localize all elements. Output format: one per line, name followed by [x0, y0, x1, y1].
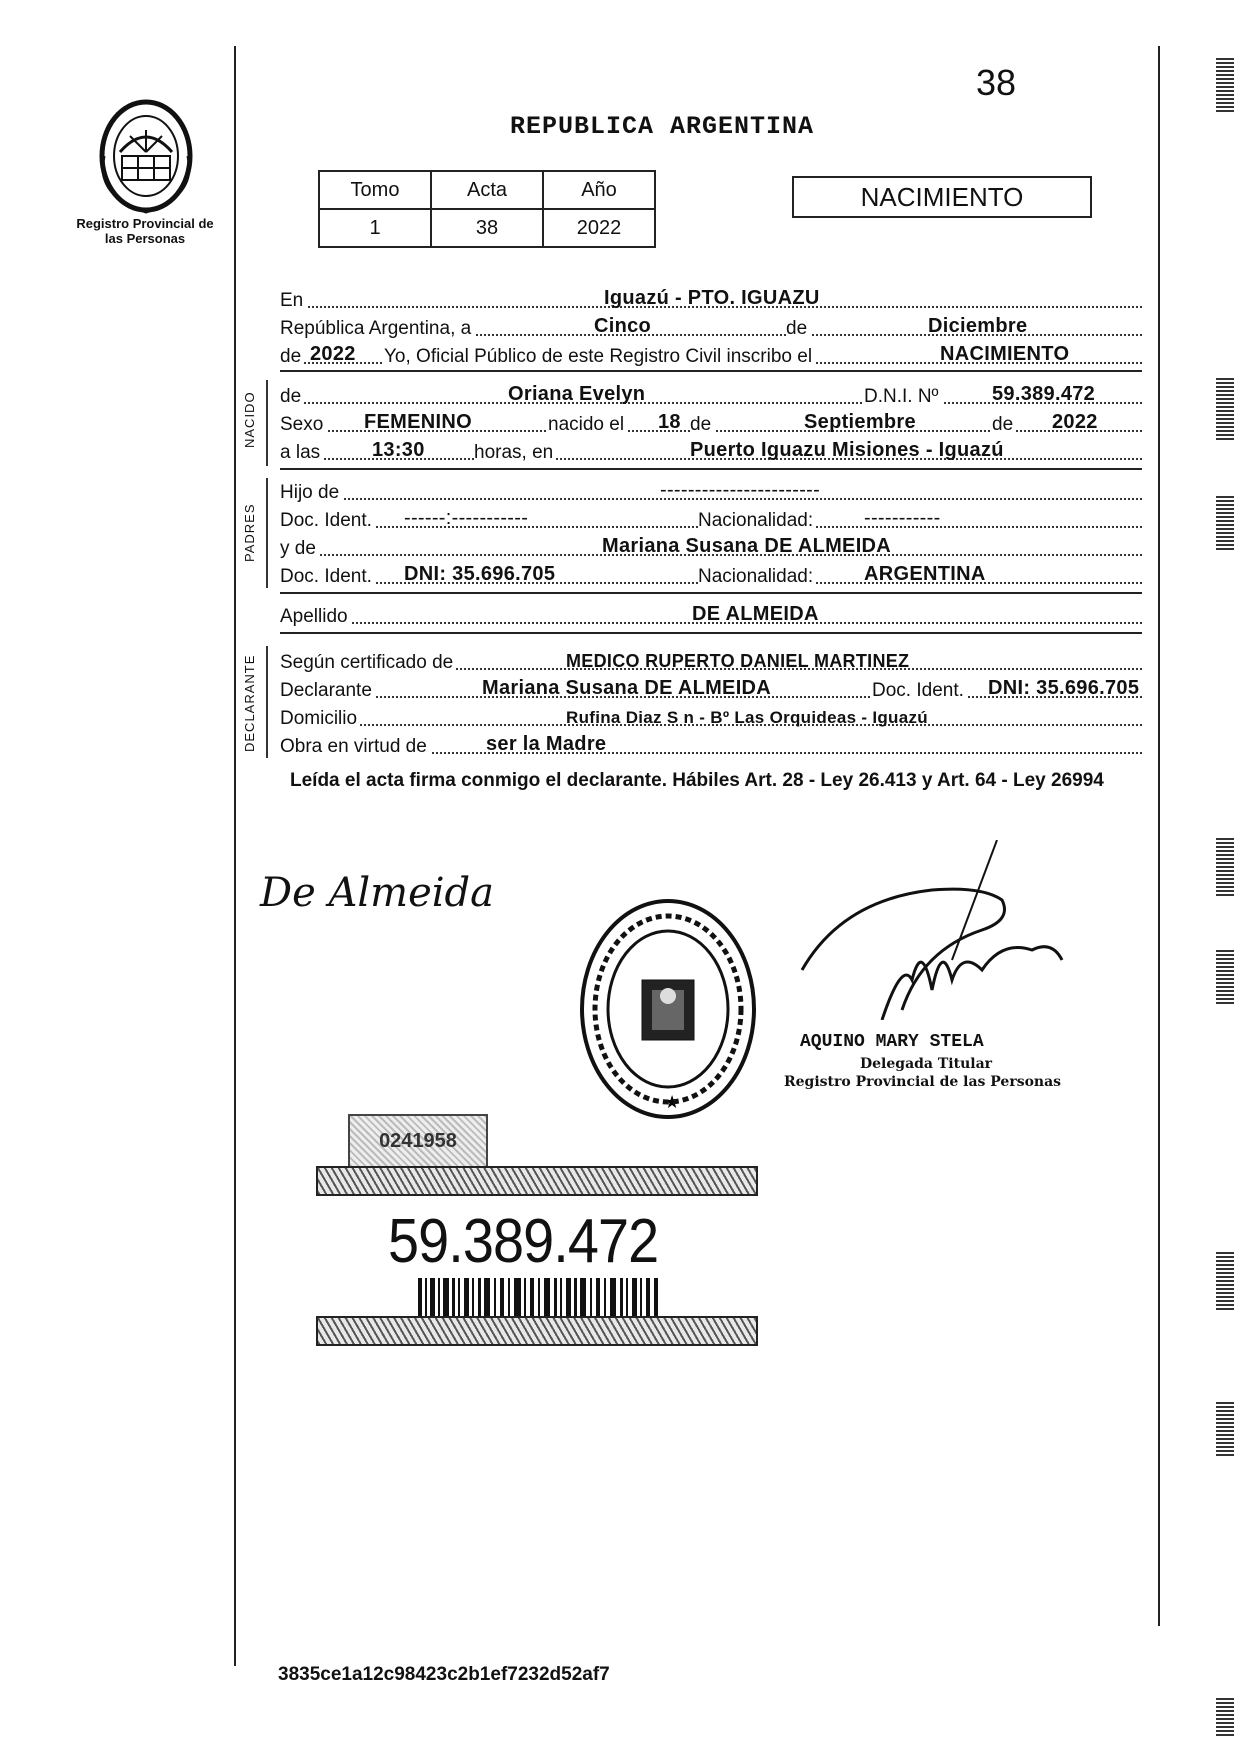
birth-year: 2022	[1052, 411, 1098, 433]
padres-section-label: PADRES	[242, 503, 257, 562]
birth-place: Puerto Iguazu Misiones - Iguazú	[690, 439, 1004, 461]
binding-mark	[1216, 56, 1234, 112]
mother-doc: DNI: 35.696.705	[404, 563, 556, 585]
mother-row: y de Mariana Susana DE ALMEIDA	[280, 534, 1142, 562]
record-type-box: NACIMIENTO	[792, 176, 1092, 218]
child-dni: 59.389.472	[992, 383, 1096, 405]
security-band-bottom	[316, 1316, 758, 1346]
republica-label: República Argentina, a	[280, 318, 474, 340]
de-label: de	[786, 318, 810, 340]
certificate-value: MEDICO RUPERTO DANIEL MARTINEZ	[566, 651, 910, 671]
inscribo-row: de 2022 Yo, Oficial Público de este Registro Civil inscribo el NACIMIENTO	[280, 342, 1142, 370]
official-name: AQUINO MARY STELA	[800, 1032, 984, 1052]
binding-mark	[1216, 1400, 1234, 1456]
binding-mark	[1216, 1696, 1234, 1736]
father-doc-row: Doc. Ident. ------:----------- Nacionalidad: -----------	[280, 506, 1142, 534]
child-name: Oriana Evelyn	[508, 383, 646, 405]
birth-day: 18	[658, 411, 681, 433]
capacity-row: Obra en virtud de ser la Madre	[280, 732, 1142, 760]
binding-mark	[1216, 376, 1234, 440]
binding-mark	[1216, 836, 1234, 896]
time-place-row: a las 13:30 horas, en Puerto Iguazu Misiones - Iguazú	[280, 438, 1142, 466]
document-hash: 3835ce1a12c98423c2b1ef7232d52af7	[278, 1664, 610, 1685]
surname-row: Apellido DE ALMEIDA	[280, 602, 1142, 630]
right-margin-line	[1158, 46, 1160, 1626]
anio-value: 2022	[543, 209, 655, 247]
place-value: Iguazú - PTO. IGUAZU	[604, 287, 820, 309]
page-number: 38	[975, 62, 1016, 103]
acta-value: 38	[431, 209, 543, 247]
declarant-doc: DNI: 35.696.705	[988, 677, 1140, 699]
official-seal	[578, 896, 758, 1122]
act-value: NACIMIENTO	[940, 343, 1070, 365]
en-label: En	[280, 290, 306, 312]
sex-value: FEMENINO	[364, 411, 472, 433]
binding-mark	[1216, 494, 1234, 550]
month-value: Diciembre	[928, 315, 1028, 337]
mother-doc-row: Doc. Ident. DNI: 35.696.705 Nacionalidad: ARGENTINA	[280, 562, 1142, 590]
birth-row: Sexo FEMENINO nacido el 18 de Septiembre de 2022	[280, 410, 1142, 438]
birth-month: Septiembre	[804, 411, 916, 433]
tomo-header: Tomo	[319, 171, 431, 209]
declarant-name: Mariana Susana DE ALMEIDA	[482, 677, 772, 699]
svg-text:★: ★	[664, 1092, 681, 1113]
place-row	[280, 286, 1142, 314]
surname-value: DE ALMEIDA	[692, 603, 819, 625]
reference-table	[318, 170, 656, 248]
separator	[280, 370, 1142, 372]
capacity-value: ser la Madre	[486, 733, 607, 755]
provincial-emblem-logo	[86, 96, 206, 216]
address-value: Rufina Diaz S n - Bº Las Orquideas - Iguazú	[566, 708, 928, 727]
father-nationality: -----------	[864, 507, 941, 529]
binding-mark	[1216, 950, 1234, 1004]
birth-time: 13:30	[372, 439, 425, 461]
father-name: -----------------------	[660, 479, 821, 501]
closing-statement: Leída el acta firma conmigo el declarante. Hábiles Art. 28 - Ley 26.413 y Art. 64 - Ley 26994	[290, 770, 1104, 791]
mother-nationality: ARGENTINA	[864, 563, 986, 585]
anio-header: Año	[543, 171, 655, 209]
year-value: 2022	[310, 343, 356, 365]
name-row: de Oriana Evelyn D.N.I. Nº 59.389.472	[280, 382, 1142, 410]
document-title: REPUBLICA ARGENTINA	[510, 112, 815, 141]
day-value: Cinco	[594, 315, 652, 337]
tomo-value: 1	[319, 209, 431, 247]
father-row: Hijo de -----------------------	[280, 478, 1142, 506]
official-org: Registro Provincial de las Personas	[784, 1074, 1062, 1090]
declarant-row: Declarante Mariana Susana DE ALMEIDA Doc. Ident. DNI: 35.696.705	[280, 676, 1142, 704]
certificate-row: Según certificado de MEDICO RUPERTO DANIEL MARTINEZ	[280, 648, 1142, 676]
inscribo-label: Yo, Oficial Público de este Registro Civil inscribo el	[384, 346, 815, 368]
address-row: Domicilio Rufina Diaz S n - Bº Las Orquideas - Iguazú	[280, 704, 1142, 732]
security-stamp: 0241958	[348, 1114, 488, 1168]
declarant-signature: De Almeida	[260, 870, 494, 916]
declarante-section-label: DECLARANTE	[242, 654, 257, 752]
father-doc: ------:-----------	[404, 507, 529, 529]
nacido-section-label: NACIDO	[242, 391, 257, 448]
security-band-top	[316, 1166, 758, 1196]
acta-header: Acta	[431, 171, 543, 209]
logo-caption: Registro Provincial de las Personas	[76, 216, 214, 246]
left-margin-line	[234, 46, 236, 1666]
mother-name: Mariana Susana DE ALMEIDA	[602, 535, 892, 557]
dni-large-number: 59.389.472	[388, 1207, 659, 1276]
binding-mark	[1216, 1250, 1234, 1310]
dni-label: D.N.I. Nº	[864, 386, 942, 408]
official-signature	[782, 840, 1072, 1020]
barcode	[418, 1278, 660, 1316]
official-role: Delegada Titular	[860, 1056, 993, 1072]
date-row	[280, 314, 1142, 342]
